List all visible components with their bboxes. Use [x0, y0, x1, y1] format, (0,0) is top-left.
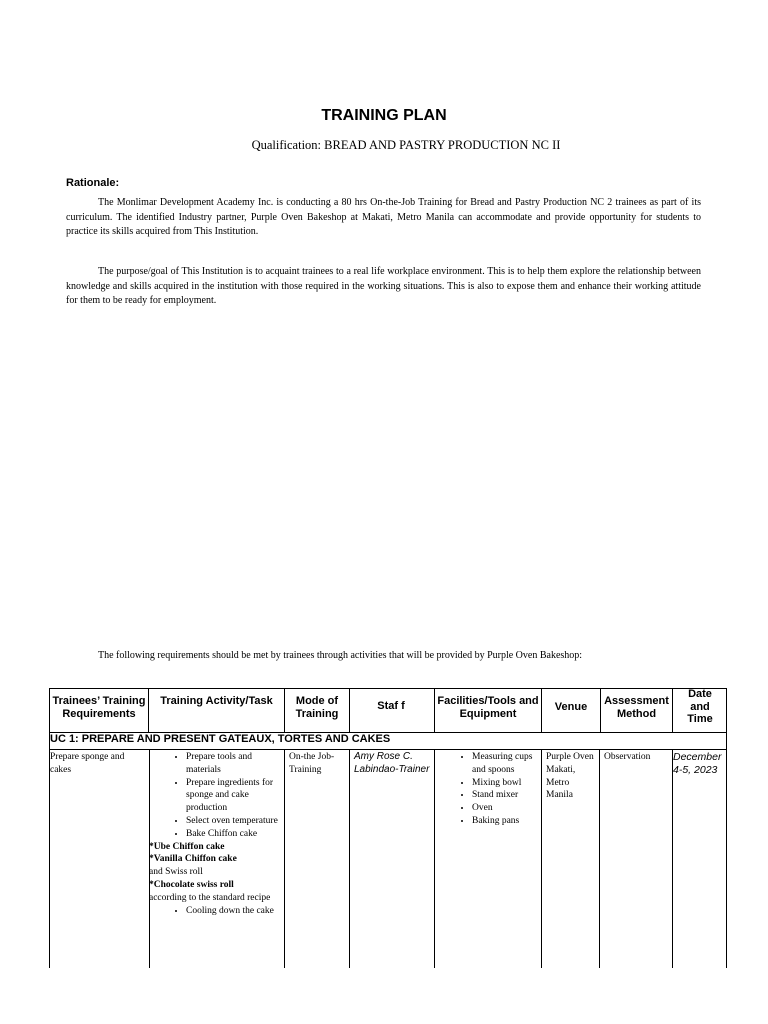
- qualification-line: Qualification: BREAD AND PASTRY PRODUCTION NC II: [251, 138, 561, 152]
- col-divider: [599, 750, 600, 968]
- tools-list: [435, 751, 541, 828]
- list-item: • Bake Chiffon cake: [186, 828, 284, 841]
- requirements-intro: The following requirements should be met by trainees through activities that will be provided by Purple Oven Bakeshop:: [98, 650, 583, 661]
- activity-sub-chocolate: *Chocolate swiss roll: [149, 879, 234, 890]
- list-item: • Baking pans: [472, 815, 541, 828]
- col-divider: [541, 750, 542, 968]
- list-item: • Mixing bowl: [472, 777, 541, 790]
- header-training-activity: Training Activity/Task: [160, 695, 273, 707]
- unit-competency-row: UC 1: PREPARE AND PRESENT GATEAUX, TORTES AND CAKES: [50, 733, 391, 745]
- venue-cell: Purple Oven Makati, Metro Manila: [546, 752, 594, 801]
- assessment-cell: Observation: [604, 752, 651, 762]
- activity-list: [149, 751, 284, 841]
- col-divider: [672, 688, 673, 733]
- rationale-paragraph-1: The Monlimar Development Academy Inc. is conducting a 80 hrs On-the-Job Training for Bread and Pastry Production NC 2 trainees as part of its curriculum. The identified Industry partner, Purple Oven Bakeshop at Makati, Metro Manila can accommodate and provide opportunity for students to practice its skills acquired from This Institution.: [66, 197, 701, 237]
- requirement-cell: Prepare sponge and cakes: [50, 752, 125, 775]
- header-venue: Venue: [554, 701, 588, 713]
- table-border-right: [726, 688, 727, 750]
- tools-cell: [435, 751, 541, 828]
- list-item: • Measuring cups and spoons: [472, 751, 541, 777]
- list-item: • Select oven temperature: [186, 815, 284, 828]
- col-divider: [726, 750, 727, 968]
- header-assessment-method: Assessment Method: [604, 695, 669, 720]
- col-divider: [672, 750, 673, 968]
- list-item: • Cooling down the cake: [186, 905, 284, 918]
- activity-cell: [149, 751, 284, 917]
- header-mode-of-training: Mode of Training: [295, 695, 339, 720]
- list-item: • Oven: [472, 802, 541, 815]
- activity-sub-swiss: and Swiss roll: [149, 867, 203, 878]
- rationale-label: Rationale:: [66, 177, 120, 189]
- col-divider: [349, 688, 350, 733]
- activity-sub-ube: *Ube Chiffon cake: [149, 841, 225, 852]
- list-item: • Prepare tools and materials: [186, 751, 284, 777]
- col-divider: [349, 750, 350, 968]
- col-divider: [284, 750, 285, 968]
- header-staff: Staf f: [377, 700, 405, 712]
- rationale-paragraph-2: The purpose/goal of This Institution is to acquaint trainees to a real life workplace environment. This is to help them explore the relationship between knowledge and skills acquired in the institution with those required in the working situations. This is also to expose them and enhance their working attitude for them to be ready for employment.: [66, 266, 701, 306]
- header-facilities-tools: Facilities/Tools and Equipment: [437, 695, 539, 720]
- header-trainees-requirements: Trainees’ Training Requirements: [52, 695, 146, 720]
- staff-cell: Amy Rose C. Labindao-Trainer: [354, 751, 430, 775]
- date-cell: December 4-5, 2023: [673, 751, 722, 776]
- activity-list-2: [149, 905, 284, 918]
- table-border-top: [49, 688, 727, 689]
- activity-sub-recipe: according to the standard recipe: [149, 892, 271, 903]
- col-divider: [49, 750, 50, 968]
- list-item: • Stand mixer: [472, 789, 541, 802]
- document-title: TRAINING PLAN: [321, 107, 447, 124]
- activity-sub-vanilla: *Vanilla Chiffon cake: [149, 854, 237, 865]
- training-plan-table: [49, 688, 727, 968]
- list-item: • Prepare ingredients for sponge and cake production: [186, 777, 284, 815]
- mode-cell: On-the Job-Training: [289, 752, 335, 775]
- table-unit-divider: [49, 749, 727, 750]
- header-date-time: Date and Time: [687, 688, 713, 725]
